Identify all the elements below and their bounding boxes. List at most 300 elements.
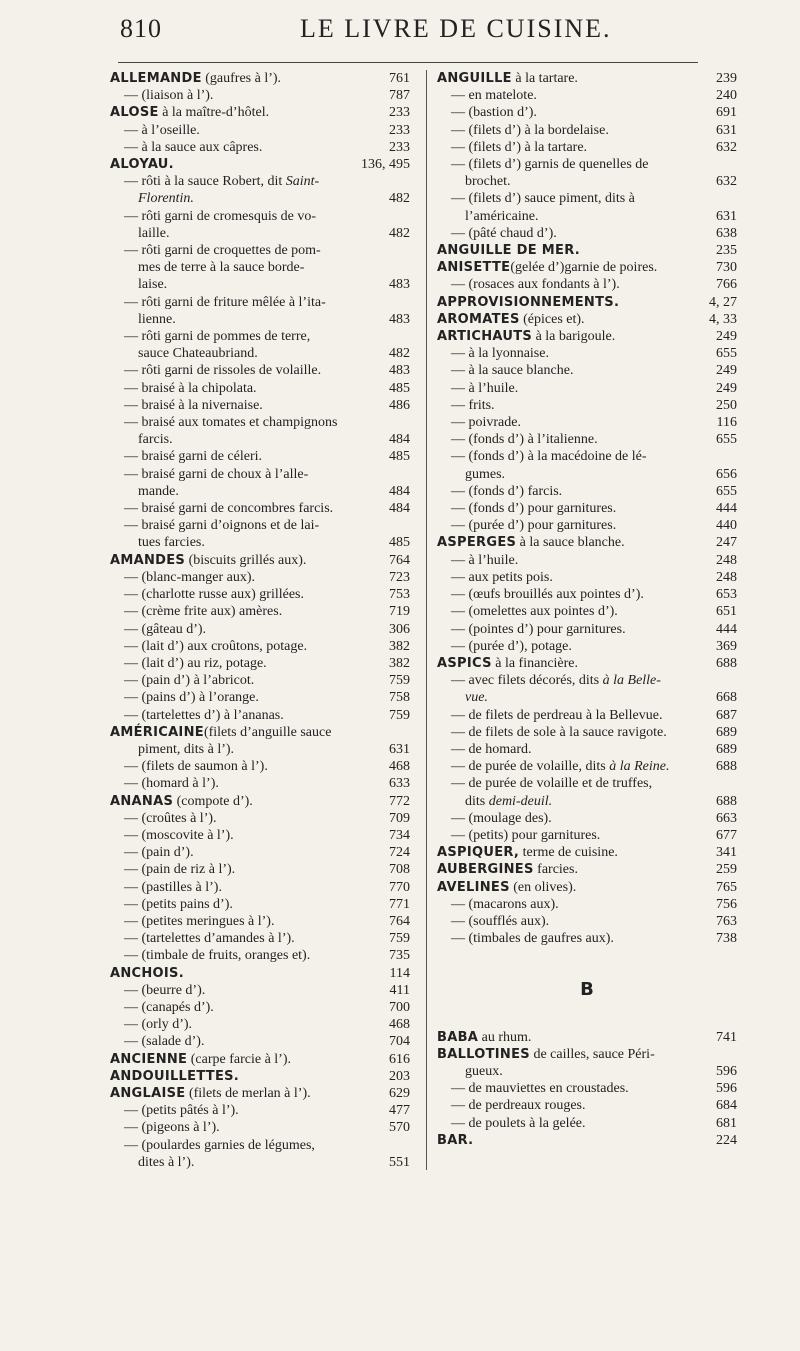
entry-text: [110, 775, 372, 792]
entry-description: de cailles, sauce Péri-: [529, 1046, 655, 1062]
entry-text: [437, 724, 699, 741]
entry-page-number: 485: [389, 535, 410, 551]
entry-description: — (gâteau d’).: [124, 621, 207, 637]
entry-page-number: 741: [716, 1029, 737, 1045]
entry-description: — (fonds d’) à la macédoine de lé-: [451, 449, 647, 465]
index-entry: [437, 1029, 737, 1046]
entry-description: — frits.: [451, 397, 495, 413]
entry-page-number: 633: [389, 776, 410, 792]
entry-page-number: 444: [716, 501, 737, 517]
entry-page-number: 631: [389, 741, 410, 757]
entry-text: [437, 1132, 699, 1149]
entry-description: (filets d’anguille sauce: [203, 724, 332, 740]
entry-page-number: 655: [716, 432, 737, 448]
entry-description: — à l’huile.: [451, 380, 519, 396]
entry-text: [437, 190, 699, 207]
entry-text: [437, 1046, 699, 1063]
entry-headword: AVELINES: [437, 879, 510, 895]
entry-text: [437, 70, 699, 87]
index-entry: [110, 879, 410, 896]
entry-text: [437, 586, 699, 603]
entry-description: — braisé garni de choux à l’alle-: [124, 466, 309, 482]
entry-text: [110, 362, 372, 379]
entry-description: farcis.: [138, 432, 173, 448]
entry-description: — (soufflés aux).: [451, 913, 550, 929]
entry-description: brochet.: [465, 174, 511, 190]
entry-text: [110, 844, 372, 861]
entry-description: — à l’oseille.: [124, 122, 200, 138]
entry-headword: ASPIQUER,: [437, 845, 520, 861]
entry-page-number: 239: [716, 71, 737, 86]
index-entry: [110, 1051, 410, 1068]
entry-description: laise.: [138, 277, 168, 293]
entry-text: [437, 930, 699, 947]
entry-text: [110, 311, 372, 328]
index-entry: [437, 603, 737, 620]
entry-text: [437, 517, 699, 534]
index-entry: [110, 173, 410, 190]
entry-page-number: 681: [716, 1115, 737, 1131]
entry-page-number: 382: [389, 655, 410, 671]
entry-headword: ASPICS: [437, 655, 492, 671]
index-entry: [110, 844, 410, 861]
index-entry: [110, 276, 410, 293]
index-entry: [110, 466, 410, 483]
entry-description: — (petits pains d’).: [124, 896, 233, 912]
index-entry: [110, 1102, 410, 1119]
entry-text: [437, 913, 699, 930]
index-entry: [437, 225, 737, 242]
entry-italic-text: demi-deuil.: [488, 793, 553, 809]
entry-page-number: 248: [716, 569, 737, 585]
entry-text: [110, 793, 372, 810]
index-entry: [437, 861, 737, 878]
index-entry: [110, 672, 410, 689]
entry-description: — (lait d’) aux croûtons, potage.: [124, 638, 308, 654]
entry-headword: ANCIENNE: [110, 1051, 188, 1067]
entry-text: [110, 139, 372, 156]
index-entry: [110, 689, 410, 706]
entry-page-number: 689: [716, 741, 737, 757]
entry-description: — à la lyonnaise.: [451, 346, 549, 362]
index-entry: [110, 1154, 410, 1171]
entry-description: à la sauce blanche.: [516, 535, 625, 551]
index-entry: [110, 190, 410, 207]
entry-page-number: 638: [716, 225, 737, 241]
index-entry: [437, 689, 737, 706]
entry-description: — (pain de riz à l’).: [124, 862, 236, 878]
entry-page-number: 486: [389, 397, 410, 413]
header-rule: [118, 62, 698, 63]
entry-description: — (salade d’).: [124, 1034, 205, 1050]
entry-page-number: 653: [716, 587, 737, 603]
index-entry: [437, 466, 737, 483]
entry-page-number: 688: [716, 655, 737, 671]
entry-text: [110, 466, 372, 483]
entry-text: [110, 810, 372, 827]
entry-headword: APPROVISIONNEMENTS.: [437, 294, 620, 310]
entry-description: — (purée d’), potage.: [451, 638, 572, 654]
entry-text: [437, 448, 699, 465]
entry-page-number: 484: [389, 483, 410, 499]
entry-text: [110, 827, 372, 844]
index-entry: [437, 517, 737, 534]
entry-text: [110, 483, 372, 500]
entry-page-number: 629: [389, 1085, 410, 1101]
index-entry: [110, 775, 410, 792]
entry-page-number: 759: [389, 707, 410, 723]
entry-headword: ANISETTE: [437, 260, 511, 276]
entry-text: [437, 775, 699, 792]
entry-text: [110, 947, 372, 964]
index-entry: [110, 156, 410, 173]
index-entry: [110, 208, 410, 225]
index-entry: [437, 242, 737, 259]
entry-description: — (petits pâtés à l’).: [124, 1103, 239, 1119]
entry-description: — (blanc-manger aux).: [124, 569, 255, 585]
entry-text: [110, 208, 372, 225]
entry-page-number: 369: [716, 638, 737, 654]
entry-headword: AROMATES: [437, 311, 520, 327]
entry-description: — avec filets décorés, dits: [451, 673, 603, 689]
entry-text: [110, 689, 372, 706]
index-entry: [110, 311, 410, 328]
entry-description: — (moulage des).: [451, 810, 552, 826]
entry-description: — braisé garni de concombres farcis.: [124, 501, 334, 517]
index-entry: [110, 586, 410, 603]
entry-text: [437, 534, 699, 551]
entry-italic-text: à la Reine.: [609, 759, 670, 775]
entry-page-number: 735: [389, 948, 410, 964]
entry-description: — (liaison à l’).: [124, 88, 214, 104]
entry-description: — braisé aux tomates et champignons: [124, 415, 338, 431]
entry-page-number: 483: [389, 277, 410, 293]
index-entry: [437, 259, 737, 276]
index-column-right: [426, 70, 737, 1170]
entry-page-number: 759: [389, 673, 410, 689]
entry-text: [437, 483, 699, 500]
entry-description: — (homard à l’).: [124, 776, 219, 792]
entry-page-number: 787: [389, 88, 410, 104]
entry-description: — en matelote.: [451, 88, 537, 104]
entry-headword: AMÉRICAINE: [110, 724, 204, 740]
index-section-a-continued: [437, 70, 737, 947]
entry-headword: BAR.: [437, 1132, 474, 1148]
entry-text: [110, 104, 372, 121]
entry-page-number: 116: [716, 415, 737, 431]
index-entry: [110, 569, 410, 586]
entry-italic-text: Saint-: [285, 174, 320, 190]
entry-text: [110, 259, 372, 276]
entry-text: [437, 122, 699, 139]
index-entry: [110, 87, 410, 104]
entry-page-number: 411: [389, 982, 410, 998]
entry-text: [110, 380, 372, 397]
index-entry: [437, 758, 737, 775]
index-entry: [437, 190, 737, 207]
entry-headword: AMANDES: [110, 552, 186, 568]
entry-page-number: 249: [716, 380, 737, 396]
index-entry: [110, 861, 410, 878]
entry-page-number: 677: [716, 827, 737, 843]
index-entry: [437, 362, 737, 379]
entry-description: — poivrade.: [451, 415, 521, 431]
entry-text: [110, 1119, 372, 1136]
index-entry: [437, 448, 737, 465]
index-entry: [437, 879, 737, 896]
index-entry: [437, 534, 737, 551]
index-entry: [110, 259, 410, 276]
entry-text: [437, 173, 699, 190]
entry-text: [437, 1063, 699, 1080]
index-entry: [437, 294, 737, 311]
entry-page-number: 704: [389, 1034, 410, 1050]
entry-page-number: 771: [389, 896, 410, 912]
entry-description: — rôti garni de rissoles de volaille.: [124, 363, 322, 379]
entry-page-number: 485: [389, 449, 410, 465]
entry-text: [110, 672, 372, 689]
index-entry: [437, 173, 737, 190]
index-entry: [110, 294, 410, 311]
index-entry: [437, 655, 737, 672]
index-entry: [110, 724, 410, 741]
entry-text: [110, 1051, 372, 1068]
entry-page-number: 570: [389, 1120, 410, 1136]
page-number: 810: [120, 14, 162, 43]
index-entry: [437, 1080, 737, 1097]
index-entry: [437, 586, 737, 603]
index-entry: [110, 982, 410, 999]
index-entry: [437, 431, 737, 448]
entry-text: [110, 621, 372, 638]
index-entry: [110, 1137, 410, 1154]
index-entry: [437, 930, 737, 947]
index-entry: [437, 724, 737, 741]
entry-page-number: 756: [716, 896, 737, 912]
index-entry: [437, 276, 737, 293]
entry-description: — braisé à la chipolata.: [124, 380, 257, 396]
entry-description: — de filets de sole à la sauce ravigote.: [451, 724, 667, 740]
entry-text: [437, 1115, 699, 1132]
entry-page-number: 482: [389, 191, 410, 207]
entry-description: tues farcies.: [138, 535, 205, 551]
entry-description: — (poulardes garnies de légumes,: [124, 1137, 315, 1153]
entry-text: [437, 844, 699, 861]
entry-description: — de purée de volaille, dits: [451, 759, 610, 775]
entry-description: — (filets d’) à la tartare.: [451, 139, 588, 155]
entry-text: [110, 655, 372, 672]
entry-text: [110, 930, 372, 947]
entry-description: — de poulets à la gelée.: [451, 1115, 586, 1131]
entry-page-number: 753: [389, 587, 410, 603]
index-entry: [437, 569, 737, 586]
entry-text: [437, 242, 699, 259]
index-entry: [437, 500, 737, 517]
index-entry: [110, 1033, 410, 1050]
entry-description: — de perdreaux rouges.: [451, 1098, 586, 1114]
entry-page-number: 248: [716, 552, 737, 568]
entry-text: [110, 345, 372, 362]
entry-text: [437, 328, 699, 345]
entry-description: — (tartelettes d’) à l’ananas.: [124, 707, 284, 723]
index-entry: [437, 414, 737, 431]
entry-page-number: 709: [389, 810, 410, 826]
entry-description: — (filets d’) sauce piment, dits à: [451, 191, 635, 207]
entry-page-number: 719: [389, 604, 410, 620]
entry-description: — à l’huile.: [451, 552, 519, 568]
entry-description: — de purée de volaille et de truffes,: [451, 776, 653, 792]
entry-page-number: 233: [389, 139, 410, 155]
index-entry: [437, 156, 737, 173]
entry-headword: ALOYAU.: [110, 157, 174, 173]
entry-description: — de filets de perdreau à la Bellevue.: [451, 707, 663, 723]
entry-page-number: 616: [389, 1051, 410, 1067]
index-entry: [437, 1063, 737, 1080]
entry-text: [110, 448, 372, 465]
entry-page-number: 341: [716, 845, 737, 861]
entry-description: — (moscovite à l’).: [124, 827, 234, 843]
index-entry: [110, 1016, 410, 1033]
entry-description: — (fonds d’) pour garnitures.: [451, 501, 617, 517]
entry-page-number: 655: [716, 346, 737, 362]
index-entry: [437, 328, 737, 345]
index-entry: [437, 380, 737, 397]
entry-description: — (orly d’).: [124, 1017, 193, 1033]
entry-description: — (rosaces aux fondants à l’).: [451, 277, 620, 293]
entry-headword: BABA: [437, 1029, 479, 1045]
entry-headword: ANGUILLE: [437, 71, 512, 86]
entry-text: [110, 500, 372, 517]
entry-description: sauce Chateaubriand.: [138, 346, 258, 362]
entry-description: — (filets d’) garnis de quenelles de: [451, 157, 649, 173]
entry-page-number: 734: [389, 827, 410, 843]
index-entry: [110, 1119, 410, 1136]
entry-text: [110, 276, 372, 293]
index-entry: [437, 397, 737, 414]
entry-description: terme de cuisine.: [519, 845, 618, 861]
entry-text: [110, 534, 372, 551]
entry-page-number: 764: [389, 552, 410, 568]
entry-text: [110, 1033, 372, 1050]
entry-text: [437, 225, 699, 242]
entry-description: — rôti garni de pommes de terre,: [124, 329, 311, 345]
entry-text: [437, 156, 699, 173]
entry-text: [437, 603, 699, 620]
entry-page-number: 444: [716, 621, 737, 637]
index-entry: [110, 621, 410, 638]
entry-page-number: 708: [389, 862, 410, 878]
index-entry: [110, 913, 410, 930]
entry-description: (épices et).: [519, 311, 585, 327]
entry-text: [110, 431, 372, 448]
entry-page-number: 551: [389, 1154, 410, 1170]
entry-text: [110, 569, 372, 586]
index-entry: [110, 930, 410, 947]
entry-page-number: 758: [389, 690, 410, 706]
index-entry: [437, 70, 737, 87]
entry-text: [110, 965, 372, 982]
entry-text: [110, 758, 372, 775]
entry-description: — (timbales de gaufres aux).: [451, 931, 614, 947]
entry-text: [110, 294, 372, 311]
entry-page-number: 596: [716, 1081, 737, 1097]
entry-description: gumes.: [465, 466, 506, 482]
entry-page-number: 468: [389, 1017, 410, 1033]
index-entry: [110, 1085, 410, 1102]
entry-page-number: 631: [716, 208, 737, 224]
entry-italic-text: vue.: [465, 690, 488, 706]
entry-page-number: 596: [716, 1063, 737, 1079]
entry-text: [437, 431, 699, 448]
index-entry: [110, 655, 410, 672]
index-entry: [110, 122, 410, 139]
entry-text: [437, 311, 699, 328]
entry-description: dites à l’).: [138, 1154, 195, 1170]
index-entry: [110, 793, 410, 810]
entry-italic-text: Florentin.: [138, 191, 194, 207]
entry-page-number: 730: [716, 260, 737, 276]
entry-page-number: 483: [389, 311, 410, 327]
index-entry: [437, 311, 737, 328]
entry-page-number: 382: [389, 638, 410, 654]
index-entry: [437, 621, 737, 638]
entry-page-number: 700: [389, 999, 410, 1015]
index-entry: [437, 707, 737, 724]
entry-text: [437, 896, 699, 913]
entry-text: [110, 87, 372, 104]
entry-page-number: 770: [389, 879, 410, 895]
entry-page-number: 738: [716, 931, 737, 947]
entry-text: [437, 276, 699, 293]
page-header: [0, 14, 800, 54]
entry-description: — (pastilles à l’).: [124, 879, 222, 895]
index-entry: [437, 139, 737, 156]
entry-page-number: 655: [716, 483, 737, 499]
entry-page-number: 663: [716, 810, 737, 826]
entry-description: — braisé à la nivernaise.: [124, 397, 263, 413]
running-title: LE LIVRE DE CUISINE.: [300, 14, 612, 43]
entry-text: [110, 586, 372, 603]
entry-description: — de homard.: [451, 741, 532, 757]
index-entry: [110, 448, 410, 465]
entry-page-number: 482: [389, 225, 410, 241]
entry-page-number: 483: [389, 363, 410, 379]
entry-headword: ANGUILLE DE MER.: [437, 243, 580, 259]
index-entry: [110, 552, 410, 569]
index-entry: [110, 947, 410, 964]
index-entry: [110, 965, 410, 982]
index-entry: [437, 1115, 737, 1132]
index-entry: [110, 999, 410, 1016]
entry-page-number: 724: [389, 845, 410, 861]
entry-page-number: 249: [716, 363, 737, 379]
index-entry: [437, 913, 737, 930]
entry-description: — (crème frite aux) amères.: [124, 604, 283, 620]
entry-page-number: 240: [716, 88, 737, 104]
entry-description: — (pains d’) à l’orange.: [124, 690, 259, 706]
index-entry: [437, 345, 737, 362]
entry-description: mande.: [138, 483, 179, 499]
entry-text: [110, 1102, 372, 1119]
entry-description: (gelée d’)garnie de poires.: [510, 260, 658, 276]
entry-text: [110, 242, 372, 259]
index-entry: [437, 1046, 737, 1063]
entry-page-number: 684: [716, 1098, 737, 1114]
entry-description: (gaufres à l’).: [201, 71, 282, 86]
entry-description: à la financière.: [491, 655, 579, 671]
entry-page-number: 764: [389, 913, 410, 929]
entry-description: — (charlotte russe aux) grillées.: [124, 587, 304, 603]
